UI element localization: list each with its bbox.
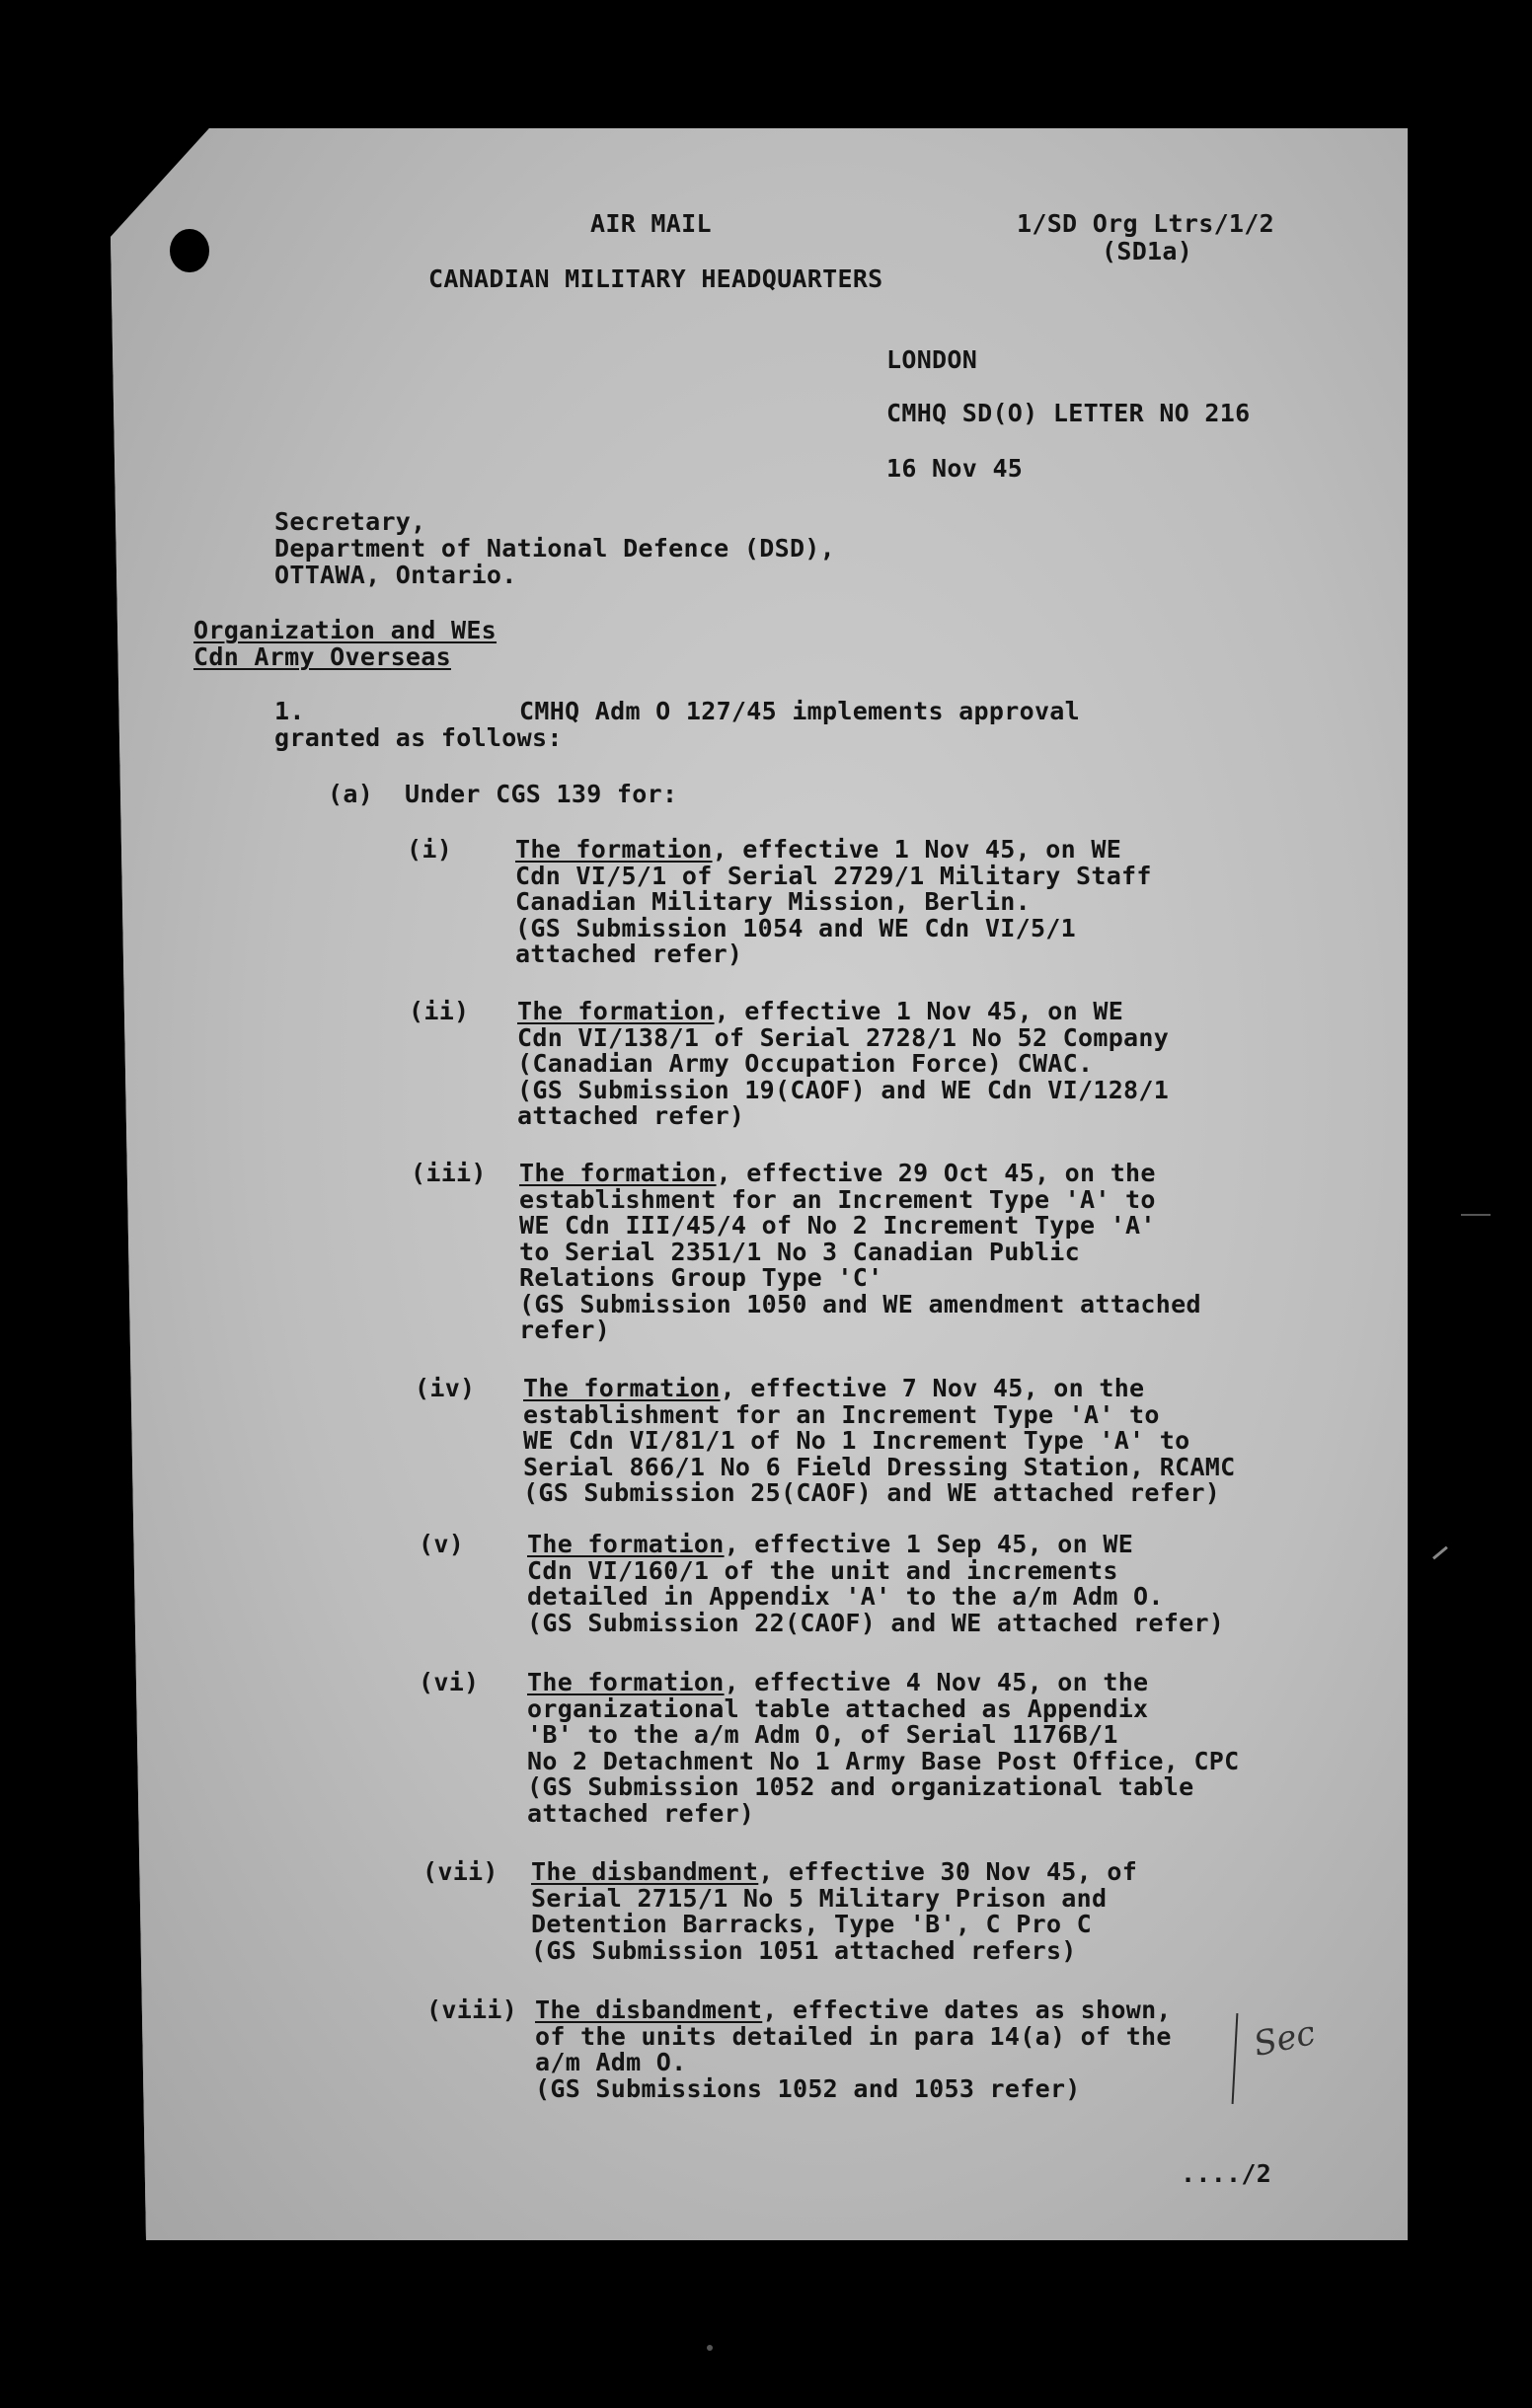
item-line: (GS Submission 1054 and WE Cdn VI/5/1 — [515, 913, 1076, 942]
item-line: (GS Submission 1052 and organizational table — [527, 1772, 1194, 1801]
item-line: Detention Barracks, Type 'B', C Pro C — [531, 1910, 1092, 1938]
item-line: (GS Submissions 1052 and 1053 refer) — [535, 2073, 1081, 2103]
page-continuation: ..../2 — [1181, 2159, 1272, 2188]
item-line: (GS Submission 25(CAOF) and WE attached refer) — [523, 1478, 1221, 1507]
item-line: detailed in Appendix 'A' to the a/m Adm O. — [527, 1582, 1164, 1611]
scan-mark — [1461, 1214, 1491, 1216]
addressee-line-1: Secretary, — [274, 507, 426, 536]
item-lead: The formation — [523, 1374, 721, 1402]
item-line: (Canadian Army Occupation Force) CWAC. — [517, 1049, 1094, 1078]
item-line — [527, 1670, 1240, 1696]
item-line: establishment for an Increment Type 'A' to — [519, 1184, 1156, 1214]
item-label: (iv) — [415, 1374, 476, 1402]
organization-heading: CANADIAN MILITARY HEADQUARTERS — [428, 264, 883, 293]
item-lead: The formation — [515, 835, 713, 864]
place-line: LONDON — [886, 345, 978, 374]
item-label: (vi) — [419, 1668, 480, 1696]
paragraph-line-1: CMHQ Adm O 127/45 implements approval — [519, 697, 1080, 725]
air-mail-heading: AIR MAIL — [590, 209, 712, 238]
item-line: Relations Group Type 'C' — [519, 1263, 883, 1292]
item-line — [527, 1532, 1224, 1558]
item-lead: The disbandment — [531, 1857, 759, 1886]
item-body — [519, 1161, 1201, 1344]
item-line: attached refer) — [527, 1798, 755, 1828]
item-line: (GS Submission 22(CAOF) and WE attached refer) — [527, 1608, 1225, 1637]
item-line: Cdn VI/160/1 of the unit and increments — [527, 1555, 1118, 1585]
item-line: WE Cdn VI/81/1 of No 1 Increment Type 'A' to — [523, 1426, 1190, 1455]
margin-note: Sec — [1250, 2012, 1319, 2066]
item-line: (GS Submission 1051 attached refers) — [531, 1935, 1077, 1965]
letter-date: 16 Nov 45 — [886, 454, 1024, 483]
item-line: WE Cdn III/45/4 of No 2 Increment Type 'A' — [519, 1211, 1156, 1240]
scan-mark — [707, 2345, 713, 2351]
item-line-text: , effective 1 Nov 45, on WE — [712, 835, 1122, 864]
item-body — [535, 1997, 1172, 2102]
item-line-text: , effective 4 Nov 45, on the — [724, 1668, 1149, 1696]
subpara-label: (a) — [328, 780, 374, 808]
subject-line-2: Cdn Army Overseas — [193, 642, 451, 671]
item-line-text: , effective 30 Nov 45, of — [758, 1857, 1138, 1886]
item-label: (i) — [407, 835, 453, 864]
item-line: attached refer) — [515, 940, 743, 968]
letter-number: CMHQ SD(O) LETTER NO 216 — [886, 399, 1251, 427]
item-body — [515, 837, 1152, 968]
paragraph-line-2: granted as follows: — [274, 723, 563, 752]
item-label: (iii) — [411, 1159, 487, 1187]
item-label: (v) — [419, 1530, 465, 1558]
item-line: a/m Adm O. — [535, 2048, 687, 2076]
item-body — [523, 1376, 1236, 1507]
item-line: to Serial 2351/1 No 3 Canadian Public — [519, 1237, 1080, 1266]
item-body — [517, 999, 1169, 1130]
item-line — [515, 837, 1152, 864]
item-line-text: , effective dates as shown, — [762, 1995, 1172, 2024]
item-lead: The formation — [527, 1530, 725, 1558]
punch-hole — [170, 229, 209, 272]
paragraph-number: 1. — [274, 697, 305, 725]
item-line: Cdn VI/5/1 of Serial 2729/1 Military Staff — [515, 861, 1152, 890]
subject-line-1: Organization and WEs — [193, 616, 498, 644]
item-line: (GS Submission 1050 and WE amendment attached — [519, 1289, 1201, 1318]
item-line: refer) — [519, 1316, 611, 1344]
item-line: No 2 Detachment No 1 Army Base Post Office, CPC — [527, 1746, 1240, 1775]
item-body — [531, 1859, 1137, 1964]
item-line: establishment for an Increment Type 'A' to — [523, 1399, 1160, 1429]
item-line — [519, 1161, 1201, 1187]
item-lead: The formation — [527, 1668, 725, 1696]
item-line — [531, 1859, 1137, 1886]
item-line — [517, 999, 1169, 1025]
file-reference-sub: (SD1a) — [1102, 237, 1193, 265]
item-lead: The disbandment — [535, 1995, 763, 2024]
item-label: (ii) — [409, 997, 470, 1025]
item-line-text: , effective 1 Sep 45, on WE — [724, 1530, 1134, 1558]
subpara-text: Under CGS 139 for: — [405, 780, 678, 808]
item-line: (GS Submission 19(CAOF) and WE Cdn VI/128/1 — [517, 1075, 1170, 1104]
item-line: Serial 2715/1 No 5 Military Prison and — [531, 1883, 1108, 1913]
file-reference: 1/SD Org Ltrs/1/2 — [1017, 209, 1274, 238]
item-line: Cdn VI/138/1 of Serial 2728/1 No 52 Company — [517, 1022, 1170, 1052]
addressee-line-2: Department of National Defence (DSD), — [274, 534, 835, 563]
item-line-text: , effective 7 Nov 45, on the — [720, 1374, 1145, 1402]
item-line: organizational table attached as Appendix — [527, 1693, 1149, 1723]
item-label: (viii) — [426, 1995, 518, 2024]
item-lead: The formation — [517, 997, 715, 1025]
item-line: Serial 866/1 No 6 Field Dressing Station, RCAMC — [523, 1452, 1236, 1481]
item-line: of the units detailed in para 14(a) of the — [535, 2021, 1172, 2051]
item-body — [527, 1670, 1240, 1827]
item-line: Canadian Military Mission, Berlin. — [515, 887, 1031, 916]
item-line — [523, 1376, 1236, 1402]
item-label: (vii) — [422, 1857, 498, 1886]
addressee-line-3: OTTAWA, Ontario. — [274, 561, 517, 589]
item-body — [527, 1532, 1224, 1636]
item-line-text: , effective 29 Oct 45, on the — [716, 1159, 1156, 1187]
item-line: 'B' to the a/m Adm O, of Serial 1176B/1 — [527, 1720, 1118, 1749]
item-line-text: , effective 1 Nov 45, on WE — [714, 997, 1124, 1025]
item-lead: The formation — [519, 1159, 717, 1187]
scan-mark — [1432, 1546, 1448, 1560]
item-line: attached refer) — [517, 1101, 745, 1130]
item-line — [535, 1997, 1172, 2024]
